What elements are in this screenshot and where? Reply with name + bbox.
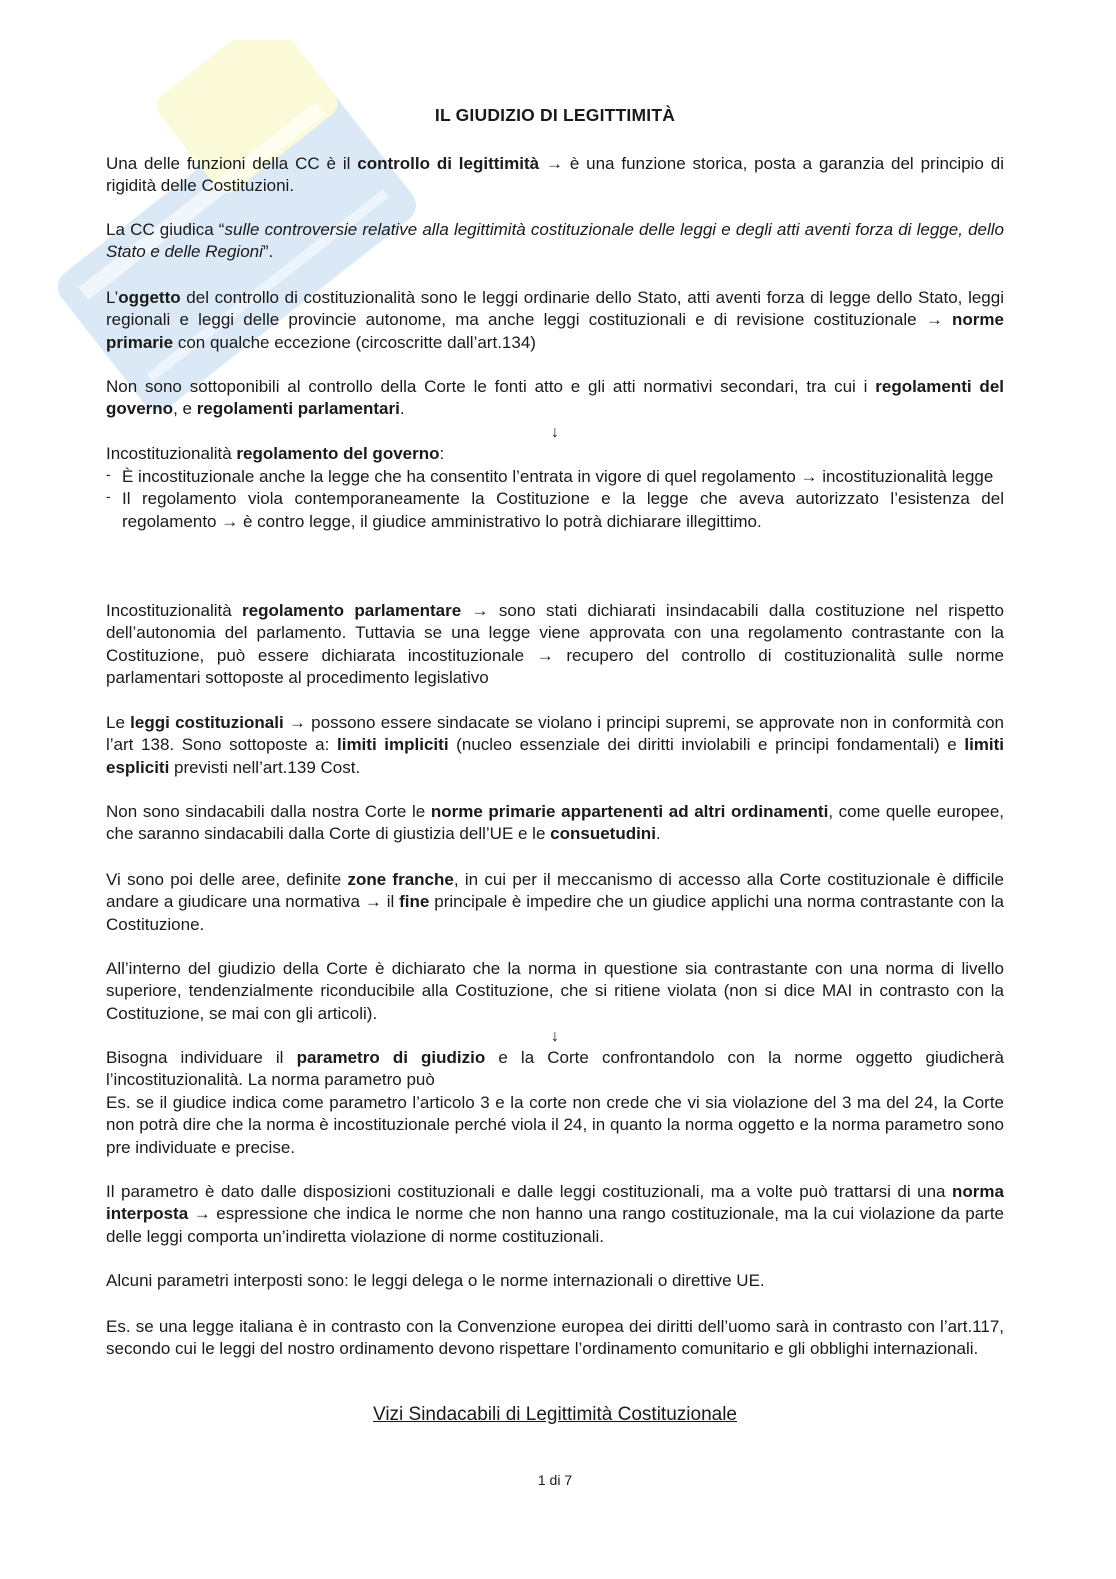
paragraph-cc-giudica: La CC giudica “sulle controversie relative alla legittimità costituzionale delle leggi e degli atti aventi forza di legge, dello Stato e delle Regioni”. — [106, 220, 1004, 262]
paragraph-controllo: Una delle funzioni della CC è il controllo di legittimità → è una funzione storica, posta a garanzia del principio di rigidità delle Costituzioni. — [106, 154, 1004, 196]
paragraph-zone-franche: Vi sono poi delle aree, definite zone franche, in cui per il meccanismo di accesso alla Corte costituzionale è difficile andare a giudicare una normativa → il fine principale è impedire che un giudice applichi una norma contrastante con la Costituzione. — [106, 870, 1004, 934]
dash-bullet: - — [106, 488, 111, 505]
dash-bullet: - — [106, 466, 111, 482]
section-subheading: Vizi Sindacabili di Legittimità Costituzionale — [372, 1404, 737, 1425]
paragraph-parametri-interposti: Alcuni parametri interposti sono: le leggi delega o le norme internazionali o direttive UE. — [106, 1271, 765, 1290]
paragraph-regolamento-parlamentare: Incostituzionalità regolamento parlamentare → sono stati dichiarati insindacabili dalla costituzione nel rispetto dell’autonomia del parlamento. Tuttavia se una legge viene approvata con una regolamento contrastante con la Costituzione, può essere dichiarata incostituzionale → recupero del controllo di costituzionalità sulle norme parlamentari sottoposte al procedimento legislativo — [106, 601, 1005, 687]
paragraph-regolamento-governo: Incostituzionalità regolamento del governo: — [106, 444, 445, 463]
list-item: - È incostituzionale anche la legge che ha consentito l’entrata in vigore di quel regolamento → incostituzionalità legge — [106, 466, 1004, 488]
page-number: 1 di 7 — [537, 1472, 573, 1488]
document-title: IL GIUDIZIO DI LEGITTIMITÀ — [434, 105, 676, 125]
down-arrow-icon: ↓ — [551, 1028, 559, 1045]
paragraph-norma-interposta: Il parametro è dato dalle disposizioni costituzionali e dalle leggi costituzionali, ma a volte può trattarsi di una norma interposta → espressione che indica le norme che non hanno una rango costituzionale, ma la cui violazione da parte delle leggi comporta un’indiretta violazione di norme costituzionali. — [106, 1182, 1004, 1246]
down-arrow-icon: ↓ — [551, 424, 559, 441]
paragraph-esempio-convenzione: Es. se una legge italiana è in contrasto con la Convenzione europea dei diritti dell’uomo sarà in contrasto con l’art.117, secondo cui le leggi del nostro ordinamento devono rispettare l’ordinamento comunitario e gli obblighi internazionali. — [106, 1317, 1004, 1359]
paragraph-esempio-articolo: Es. se il giudice indica come parametro l’articolo 3 e la corte non crede che vi sia violazione del 3 ma del 24, la Corte non potrà dire che la norma è incostituzionale perché viola il 24, in quanto la norma oggetto e la norma parametro sono pre individuate e precise. — [106, 1093, 1004, 1157]
paragraph-parametro: Bisogna individuare il parametro di giudizio e la Corte confrontandolo con la norme oggetto giudicherà l’incostituzionalità. La norma parametro può — [106, 1048, 1004, 1090]
governo-list — [106, 466, 1004, 533]
paragraph-oggetto: L’oggetto del controllo di costituzionalità sono le leggi ordinarie dello Stato, atti aventi forza di legge dello Stato, leggi regionali e leggi delle provincie autonome, ma anche leggi costituzionali e di revisione costituzionale → norme primarie con qualche eccezione (circoscritte dall’art.134) — [106, 288, 1004, 352]
paragraph-giudizio-corte: All’interno del giudizio della Corte è dichiarato che la norma in questione sia contrastante con una norma di livello superiore, tendenzialmente riconducibile alla Costituzione, che si ritiene violata (non si dice MAI in contrasto con la Costituzione, se mai con gli articoli). — [106, 959, 1004, 1023]
paragraph-non-sindacabili: Non sono sindacabili dalla nostra Corte le norme primarie appartenenti ad altri ordinamenti, come quelle europee, che saranno sindacabili dalla Corte di giustizia dell’UE e le consuetudini. — [106, 802, 1004, 844]
paragraph-non-sottoponibili: Non sono sottoponibili al controllo della Corte le fonti atto e gli atti normativi secondari, tra cui i regolamenti del governo, e regolamenti parlamentari. — [106, 377, 1004, 419]
list-item: - Il regolamento viola contemporaneamente la Costituzione e la legge che aveva autorizzato l’esistenza del regolamento → è contro legge, il giudice amministrativo lo potrà dichiarare illegittimo. — [106, 488, 1004, 533]
paragraph-leggi-costituzionali: Le leggi costituzionali → possono essere sindacate se violano i principi supremi, se approvate non in conformità con l’art 138. Sono sottoposte a: limiti impliciti (nucleo essenziale dei diritti inviolabili e principi fondamentali) e limiti espliciti previsti nell’art.139 Cost. — [106, 713, 1005, 777]
